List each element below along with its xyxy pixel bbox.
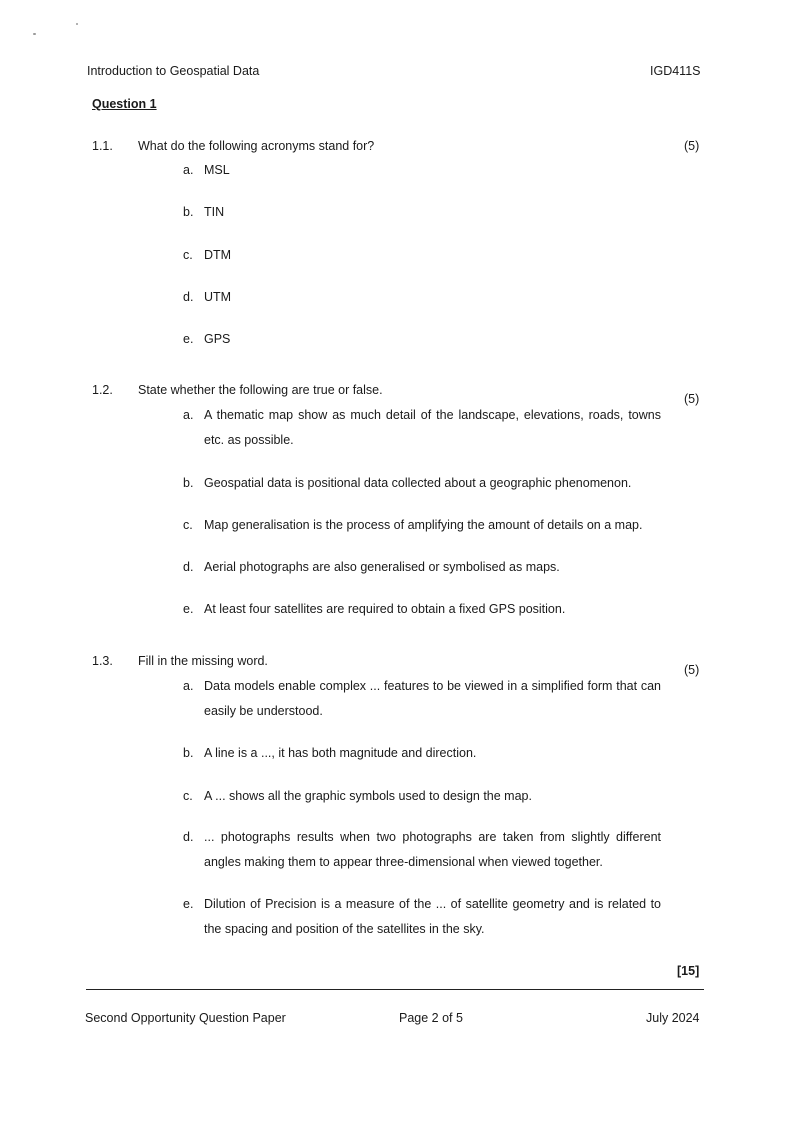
item-letter: a. xyxy=(183,163,194,177)
item-text: A line is a ..., it has both magnitude and direction. xyxy=(204,746,477,760)
item-text: GPS xyxy=(204,332,231,346)
item-letter: d. xyxy=(183,830,194,844)
item-letter: e. xyxy=(183,897,194,911)
item-text: MSL xyxy=(204,163,230,177)
q1-2-item-b xyxy=(183,471,661,496)
course-code: IGD411S xyxy=(650,64,701,78)
item-text: DTM xyxy=(204,248,232,262)
footer-date: July 2024 xyxy=(646,1011,700,1025)
q1-3-item-d xyxy=(183,825,661,875)
item-text: UTM xyxy=(204,290,232,304)
item-letter: b. xyxy=(183,746,194,760)
q1-1-item-d xyxy=(183,285,661,310)
q1-3-item-e xyxy=(183,892,661,942)
q1-1-item-b xyxy=(183,200,661,225)
footer-page-number: Page 2 of 5 xyxy=(399,1011,463,1025)
q1-1-item-e xyxy=(183,327,661,352)
item-text: Geospatial data is positional data collected about a geographic phenomenon. xyxy=(204,476,632,490)
q1-2-text: State whether the following are true or false. xyxy=(138,383,383,397)
item-text: Data models enable complex ... features to be viewed in a simplified form that can easily be understood. xyxy=(204,679,661,718)
q1-1-text: What do the following acronyms stand for? xyxy=(138,139,375,153)
item-letter: d. xyxy=(183,290,194,304)
item-letter: a. xyxy=(183,408,194,422)
q1-2-item-d xyxy=(183,555,661,580)
q1-2-item-c xyxy=(183,513,661,538)
item-text: At least four satellites are required to obtain a fixed GPS position. xyxy=(204,602,566,616)
item-letter: b. xyxy=(183,205,194,219)
q1-1-item-c xyxy=(183,243,661,268)
q1-3-marks: (5) xyxy=(684,663,700,677)
item-text: Aerial photographs are also generalised or symbolised as maps. xyxy=(204,560,560,574)
item-letter: c. xyxy=(183,518,193,532)
item-letter: e. xyxy=(183,602,194,616)
item-letter: c. xyxy=(183,248,193,262)
q1-3-text: Fill in the missing word. xyxy=(138,654,268,668)
q1-2-number: 1.2. xyxy=(92,383,113,397)
item-letter: c. xyxy=(183,789,193,803)
q1-3-item-b xyxy=(183,741,661,766)
item-text: ... photographs results when two photographs are taken from slightly different angles making them to appear three-dimensional when viewed together. xyxy=(204,830,661,869)
item-text: A thematic map show as much detail of the landscape, elevations, roads, towns etc. as possible. xyxy=(204,408,661,447)
item-text: Map generalisation is the process of amplifying the amount of details on a map. xyxy=(204,518,643,532)
q1-1-marks: (5) xyxy=(684,139,700,153)
q1-3-item-c xyxy=(183,784,661,809)
q1-2-item-a xyxy=(183,403,661,453)
item-text: Dilution of Precision is a measure of the ... of satellite geometry and is related to the spacing and position of the satellites in the sky. xyxy=(204,897,661,936)
item-letter: d. xyxy=(183,560,194,574)
q1-3-number: 1.3. xyxy=(92,654,113,668)
item-text: A ... shows all the graphic symbols used to design the map. xyxy=(204,789,532,803)
item-letter: b. xyxy=(183,476,194,490)
total-marks: [15] xyxy=(677,964,700,978)
q1-1-number: 1.1. xyxy=(92,139,113,153)
q1-2-item-e xyxy=(183,597,661,622)
q1-2-marks: (5) xyxy=(684,392,700,406)
item-letter: a. xyxy=(183,679,194,693)
scan-speck xyxy=(76,23,78,25)
item-letter: e. xyxy=(183,332,194,346)
course-title: Introduction to Geospatial Data xyxy=(87,64,260,78)
scan-speck xyxy=(33,33,36,35)
q1-3-item-a xyxy=(183,674,661,724)
question-title: Question 1 xyxy=(92,97,157,111)
footer-paper-type: Second Opportunity Question Paper xyxy=(85,1011,286,1025)
footer-divider xyxy=(86,989,704,990)
q1-1-item-a xyxy=(183,158,661,183)
item-text: TIN xyxy=(204,205,225,219)
